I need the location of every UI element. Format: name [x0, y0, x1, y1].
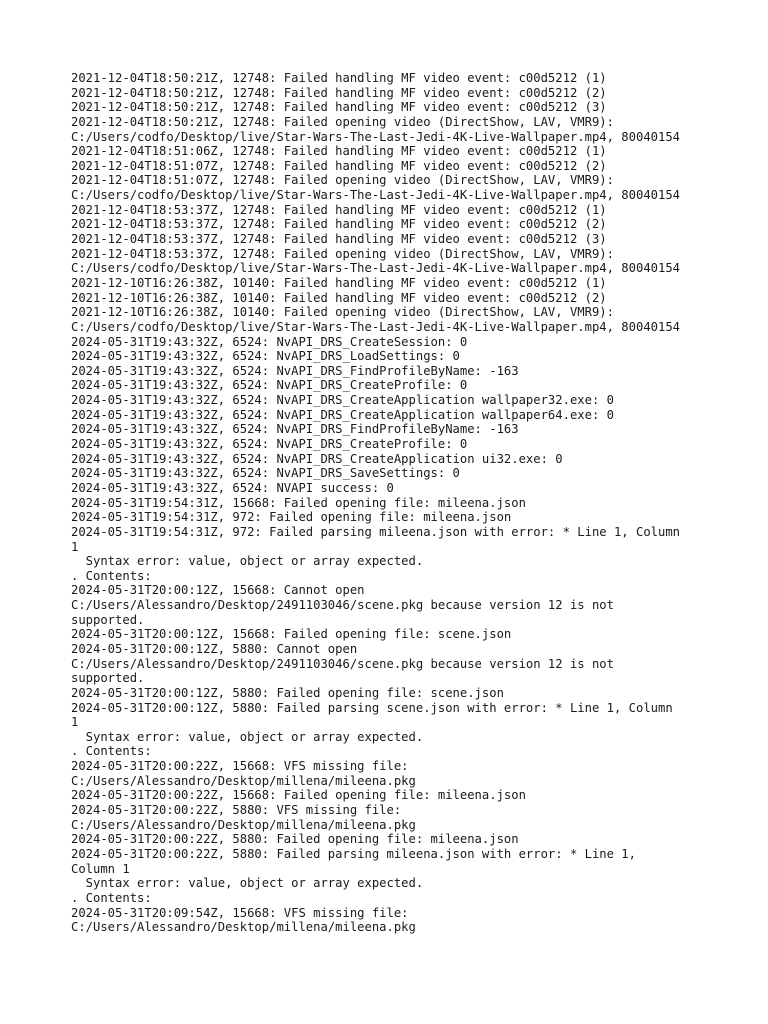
log-text [71, 71, 731, 935]
log-line: 2024-05-31T20:00:12Z, 15668: Failed opening file: scene.json [71, 627, 512, 642]
log-line: C:/Users/codfo/Desktop/live/Star-Wars-The-Last-Jedi-4K-Live-Wallpaper.mp4, 80040154 [71, 188, 681, 203]
log-line: 2024-05-31T20:00:22Z, 15668: Failed opening file: mileena.json [71, 788, 526, 803]
log-line: 2024-05-31T19:43:32Z, 6524: NvAPI_DRS_FindProfileByName: -163 [71, 363, 519, 378]
log-line: C:/Users/Alessandro/Desktop/2491103046/scene.pkg because version 12 is not [71, 656, 614, 671]
log-line: 2024-05-31T19:43:32Z, 6524: NvAPI_DRS_CreateProfile: 0 [71, 378, 468, 393]
log-line: 2024-05-31T19:54:31Z, 972: Failed opening file: mileena.json [71, 510, 512, 525]
log-line: C:/Users/Alessandro/Desktop/millena/mileena.pkg [71, 817, 416, 832]
log-line: 2024-05-31T20:00:22Z, 5880: VFS missing file: [71, 803, 402, 818]
log-line: 2024-05-31T20:00:12Z, 5880: Failed opening file: scene.json [71, 685, 504, 700]
log-line: 2024-05-31T19:43:32Z, 6524: NvAPI_DRS_CreateApplication ui32.exe: 0 [71, 451, 563, 466]
log-line: 2021-12-04T18:50:21Z, 12748: Failed handling MF video event: c00d5212 (2) [71, 85, 607, 100]
log-line: C:/Users/codfo/Desktop/live/Star-Wars-The-Last-Jedi-4K-Live-Wallpaper.mp4, 80040154 [71, 129, 681, 144]
log-line: 2021-12-10T16:26:38Z, 10140: Failed handling MF video event: c00d5212 (2) [71, 290, 607, 305]
log-line: Syntax error: value, object or array expected. [71, 554, 424, 569]
log-line: 2024-05-31T20:00:12Z, 5880: Failed parsing scene.json with error: * Line 1, Column [71, 700, 673, 715]
log-line: 2024-05-31T19:43:32Z, 6524: NvAPI_DRS_CreateProfile: 0 [71, 437, 468, 452]
log-line: 2021-12-04T18:50:21Z, 12748: Failed handling MF video event: c00d5212 (3) [71, 100, 607, 115]
log-line: 2024-05-31T19:43:32Z, 6524: NvAPI_DRS_CreateApplication wallpaper64.exe: 0 [71, 407, 614, 422]
log-line: 2021-12-04T18:50:21Z, 12748: Failed handling MF video event: c00d5212 (1) [71, 71, 607, 85]
log-line: 2021-12-04T18:50:21Z, 12748: Failed opening video (DirectShow, LAV, VMR9): [71, 114, 614, 129]
log-line: 2024-05-31T19:43:32Z, 6524: NvAPI_DRS_CreateApplication wallpaper32.exe: 0 [71, 393, 614, 408]
log-line: 2024-05-31T20:00:12Z, 5880: Cannot open [71, 641, 358, 656]
log-line: 2024-05-31T20:09:54Z, 15668: VFS missing file: [71, 905, 409, 920]
log-line: C:/Users/Alessandro/Desktop/2491103046/scene.pkg because version 12 is not [71, 598, 614, 613]
log-line: 2021-12-04T18:53:37Z, 12748: Failed handling MF video event: c00d5212 (2) [71, 217, 607, 232]
log-line: 2024-05-31T19:54:31Z, 972: Failed parsing mileena.json with error: * Line 1, Column [71, 524, 681, 539]
log-line: 2024-05-31T20:00:12Z, 15668: Cannot open [71, 583, 365, 598]
log-line: 2024-05-31T19:43:32Z, 6524: NvAPI_DRS_LoadSettings: 0 [71, 349, 460, 364]
log-line: 2021-12-04T18:51:07Z, 12748: Failed opening video (DirectShow, LAV, VMR9): [71, 173, 614, 188]
log-line: 2024-05-31T20:00:22Z, 5880: Failed parsing mileena.json with error: * Line 1, [71, 846, 636, 861]
log-line: 2021-12-04T18:53:37Z, 12748: Failed handling MF video event: c00d5212 (3) [71, 232, 607, 247]
log-line: 2021-12-04T18:51:07Z, 12748: Failed handling MF video event: c00d5212 (2) [71, 158, 607, 173]
log-line: 2021-12-04T18:53:37Z, 12748: Failed opening video (DirectShow, LAV, VMR9): [71, 246, 614, 261]
log-line: supported. [71, 671, 145, 686]
log-line: 2024-05-31T20:00:22Z, 15668: VFS missing file: [71, 759, 409, 774]
log-line: . Contents: [71, 744, 152, 759]
log-line: 2024-05-31T19:43:32Z, 6524: NvAPI_DRS_CreateSession: 0 [71, 334, 468, 349]
log-line: 2024-05-31T19:43:32Z, 6524: NvAPI_DRS_FindProfileByName: -163 [71, 422, 519, 437]
log-line: Syntax error: value, object or array expected. [71, 876, 424, 891]
log-line: C:/Users/codfo/Desktop/live/Star-Wars-The-Last-Jedi-4K-Live-Wallpaper.mp4, 80040154 [71, 261, 681, 276]
log-line: 2021-12-10T16:26:38Z, 10140: Failed handling MF video event: c00d5212 (1) [71, 275, 607, 290]
log-line: 2024-05-31T20:00:22Z, 5880: Failed opening file: mileena.json [71, 832, 519, 847]
log-line: C:/Users/Alessandro/Desktop/millena/mileena.pkg [71, 773, 416, 788]
log-line: supported. [71, 612, 145, 627]
log-line: C:/Users/codfo/Desktop/live/Star-Wars-The-Last-Jedi-4K-Live-Wallpaper.mp4, 80040154 [71, 319, 681, 334]
log-line: 2021-12-04T18:53:37Z, 12748: Failed handling MF video event: c00d5212 (1) [71, 202, 607, 217]
log-line: 2024-05-31T19:43:32Z, 6524: NvAPI_DRS_SaveSettings: 0 [71, 466, 460, 481]
log-line: 1 [71, 539, 79, 554]
log-line: 2024-05-31T19:54:31Z, 15668: Failed opening file: mileena.json [71, 495, 526, 510]
log-line: . Contents: [71, 568, 152, 583]
log-line: 1 [71, 715, 79, 730]
log-line: 2021-12-04T18:51:06Z, 12748: Failed handling MF video event: c00d5212 (1) [71, 144, 607, 159]
log-line: 2021-12-10T16:26:38Z, 10140: Failed opening video (DirectShow, LAV, VMR9): [71, 305, 614, 320]
log-line: . Contents: [71, 890, 152, 905]
log-line: Syntax error: value, object or array expected. [71, 729, 424, 744]
log-line: Column 1 [71, 861, 130, 876]
log-line: C:/Users/Alessandro/Desktop/millena/mileena.pkg [71, 920, 416, 935]
log-line: 2024-05-31T19:43:32Z, 6524: NVAPI success: 0 [71, 480, 394, 495]
